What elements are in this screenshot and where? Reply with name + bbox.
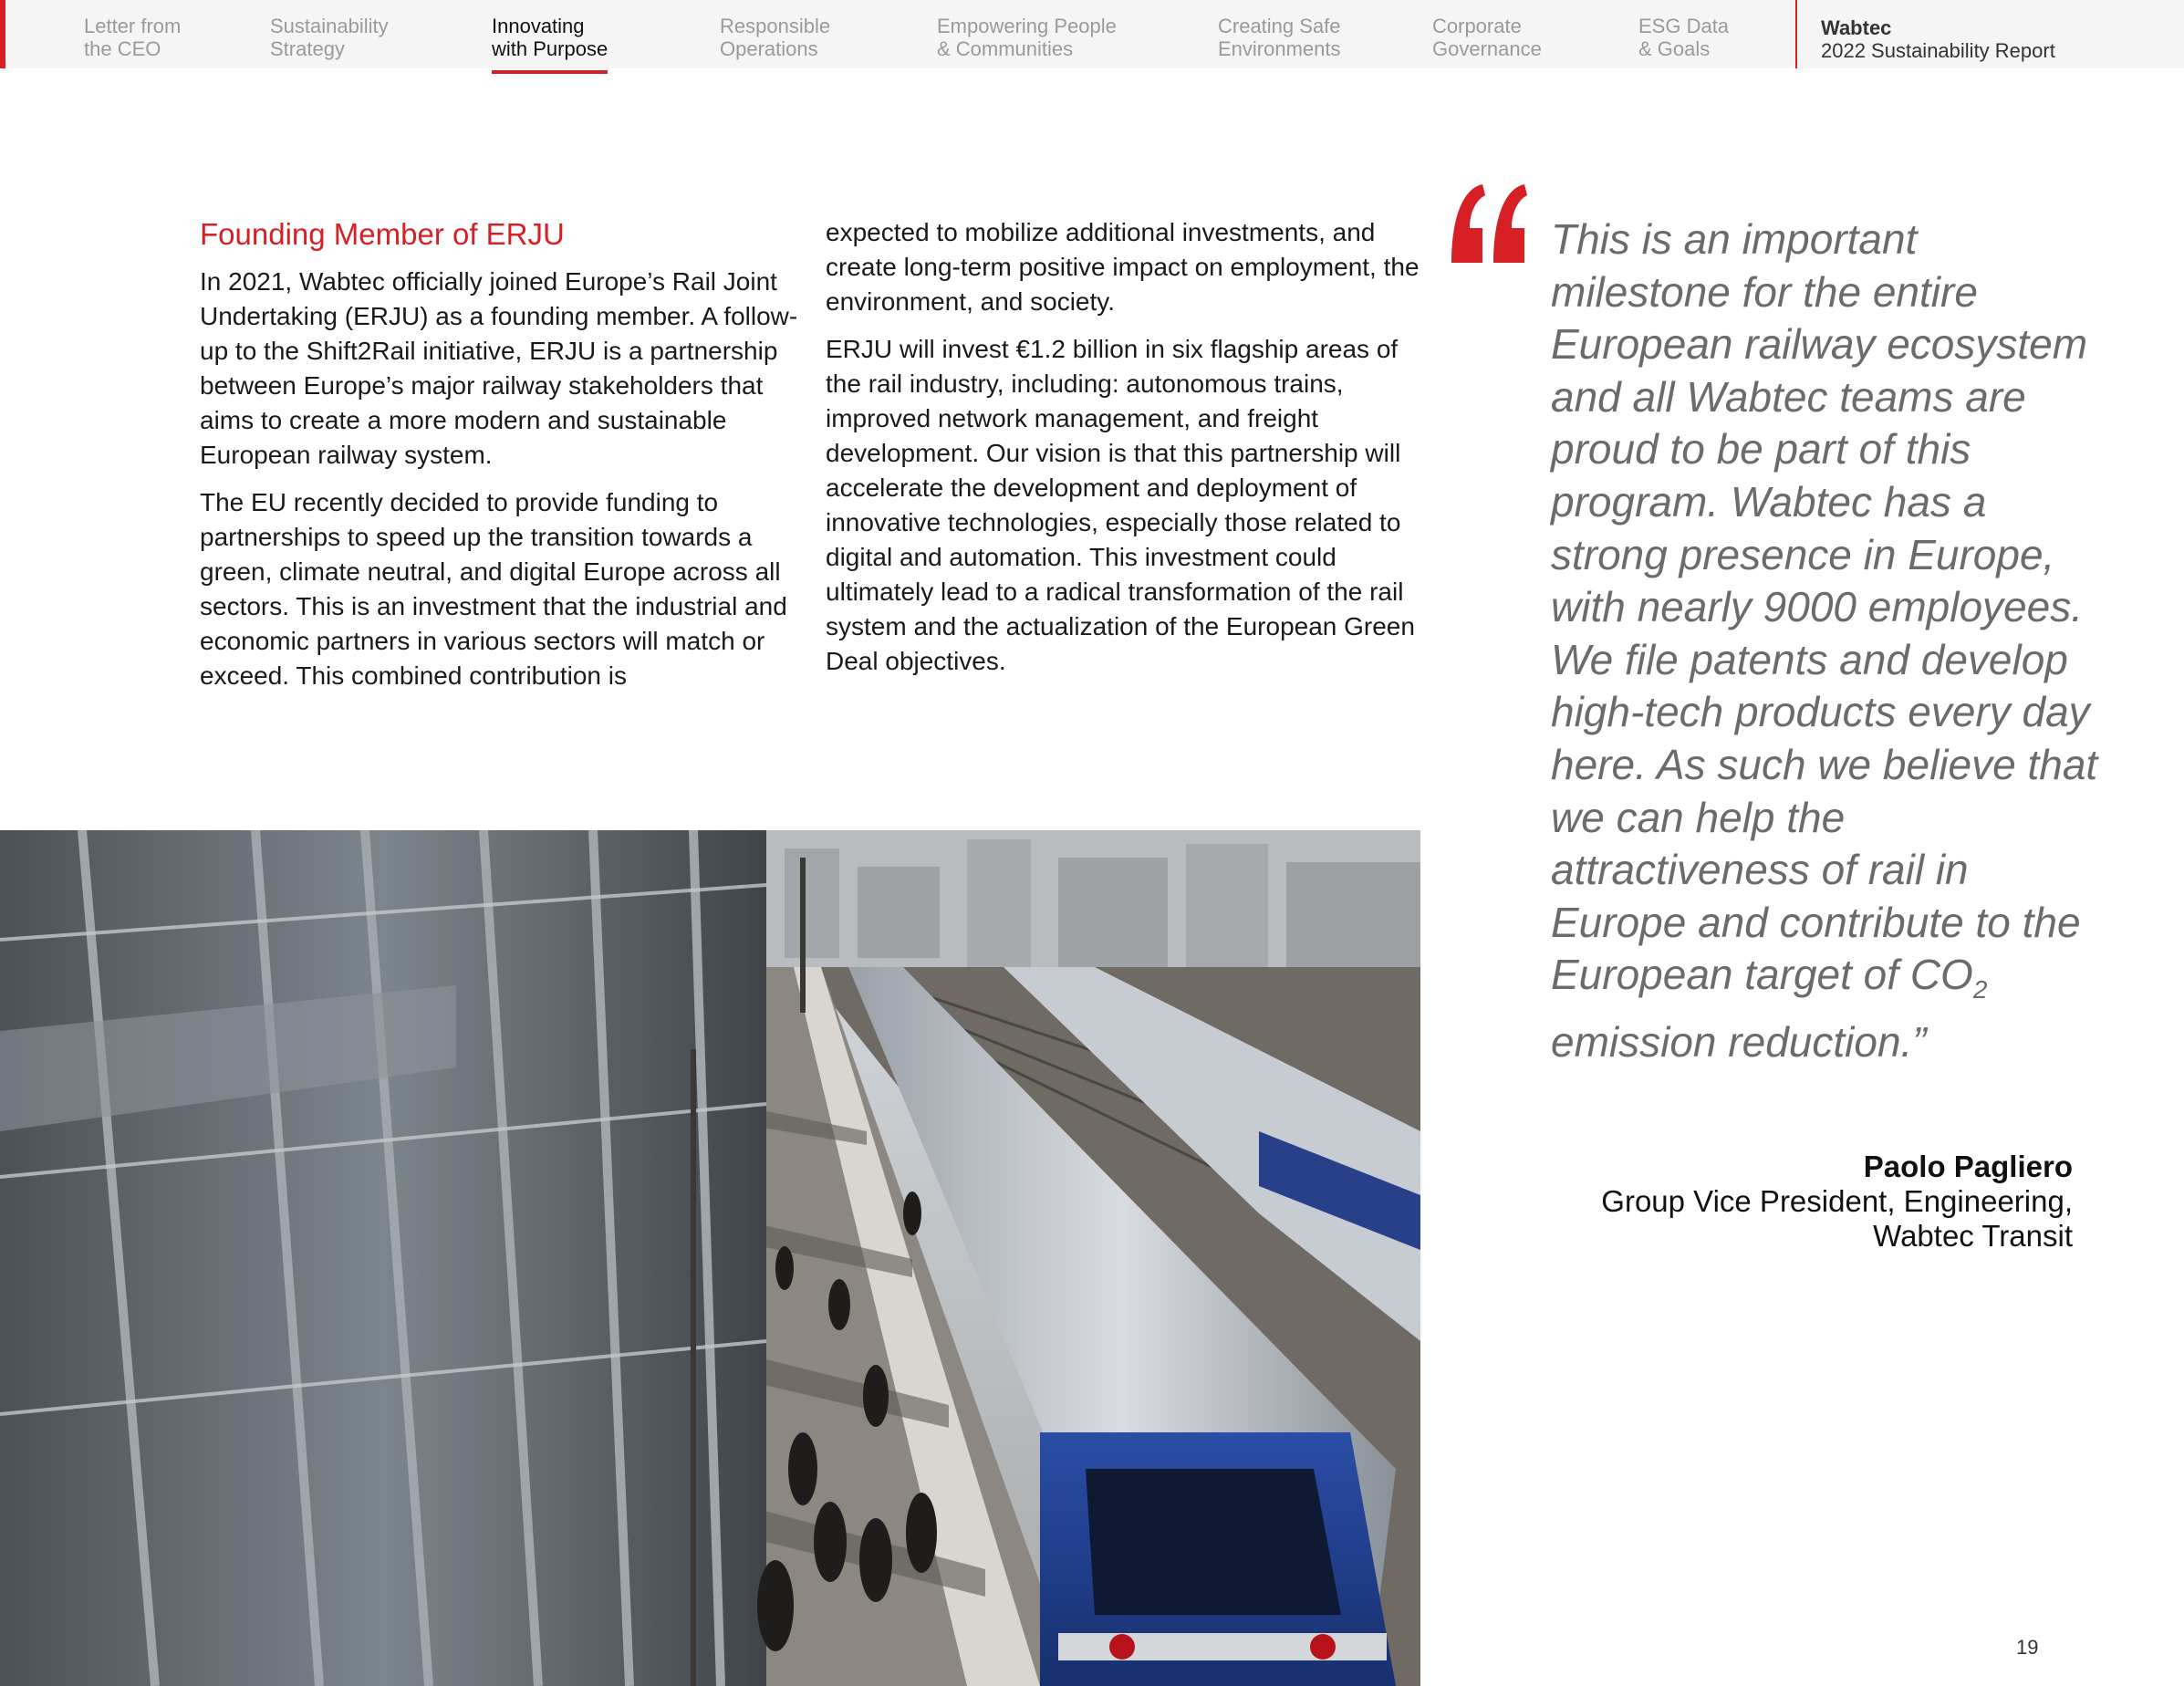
brand-subtitle: 2022 Sustainability Report — [1821, 39, 2055, 62]
top-navigation — [0, 0, 2184, 68]
nav-item-label: the CEO — [84, 37, 161, 60]
quote-subscript: 2 — [1972, 975, 1988, 1004]
author-role: Group Vice President, Engineering, — [1601, 1184, 2073, 1218]
paragraph: expected to mobilize additional investments, and create long-term positive impact on employment, the environment, and society. — [826, 218, 1420, 316]
nav-item-label: Strategy — [270, 37, 345, 60]
pull-quote — [1551, 213, 2098, 1069]
nav-item-label: Governance — [1432, 37, 1542, 60]
train-station-photo — [0, 830, 1420, 1686]
nav-item-innovating-with-purpose[interactable] — [492, 15, 608, 60]
nav-item-label: Empowering People — [937, 15, 1117, 37]
nav-item-label: Letter from — [84, 15, 182, 37]
nav-item-label: ESG Data — [1638, 15, 1730, 37]
nav-item-label: & Communities — [937, 37, 1074, 60]
nav-item-label: Corporate — [1432, 15, 1522, 37]
quote-text: This is an important milestone for the entire European railway ecosystem and all Wabtec teams are proud to be part of this program. Wabtec has a strong presence in Europe, with nearly 9000 employees. We file patents and develop high-tech products every day here. As such we believe that we can help the attractiveness of rail in Europe and contribute to the European target of CO — [1551, 215, 2098, 999]
nav-item-label: Environments — [1218, 37, 1341, 60]
quote-attribution — [1551, 1150, 2073, 1254]
author-name: Paolo Pagliero — [1863, 1150, 2073, 1183]
quote-text-end: emission reduction.” — [1551, 1018, 1927, 1067]
nav-divider — [1795, 0, 1797, 68]
active-tab-underline — [492, 70, 608, 74]
nav-item-sustainability-strategy[interactable] — [270, 15, 389, 60]
paragraph: ERJU will invest €1.2 billion in six flagship areas of the rail industry, including: autonomous trains, improved network management, and freight development. Our vision is that this partnership will accelerate the development and deployment of innovative technologies, especially those related to digital and automation. This investment could ultimately lead to a radical transformation of the rail system and the actualization of the European Green Deal objectives. — [826, 335, 1415, 675]
nav-item-label: Operations — [720, 37, 818, 60]
nav-item-label: Creating Safe — [1218, 15, 1341, 37]
nav-accent-bar — [0, 0, 5, 68]
nav-item-esg-data-goals[interactable] — [1638, 15, 1729, 60]
nav-item-label: & Goals — [1638, 37, 1711, 60]
paragraph: The EU recently decided to provide funding to partnerships to speed up the transition towards a green, climate neutral, and digital Europe across all sectors. This is an investment that the industrial and economic partners in various sectors will match or exceed. This combined contribution is — [200, 488, 787, 690]
nav-item-corporate-governance[interactable] — [1432, 15, 1542, 60]
brand-name: Wabtec — [1821, 16, 1892, 39]
nav-item-responsible-operations[interactable] — [720, 15, 830, 60]
paragraph: In 2021, Wabtec officially joined Europe’s Rail Joint Undertaking (ERJU) as a founding member. A follow-up to the Shift2Rail initiative, ERJU is a partnership between Europe’s major railway stakeholders that aims to create a more modern and sustainable European railway system. — [200, 267, 798, 469]
section-title: Founding Member of ERJU — [200, 217, 565, 251]
page-number: 19 — [2016, 1636, 2039, 1659]
article-column-1 — [200, 265, 806, 706]
author-org: Wabtec Transit — [1873, 1219, 2073, 1253]
nav-item-label: Innovating — [492, 15, 585, 37]
quotation-mark-icon — [1448, 179, 1530, 316]
nav-item-empowering-people[interactable] — [937, 15, 1117, 60]
article-column-2 — [826, 215, 1428, 692]
nav-item-creating-safe-environments[interactable] — [1218, 15, 1341, 60]
nav-item-letter-from-ceo[interactable] — [84, 15, 181, 60]
nav-item-label: Sustainability — [270, 15, 389, 37]
report-brand[interactable] — [1821, 16, 2055, 62]
nav-item-label: with Purpose — [492, 37, 608, 60]
nav-item-label: Responsible — [720, 15, 831, 37]
